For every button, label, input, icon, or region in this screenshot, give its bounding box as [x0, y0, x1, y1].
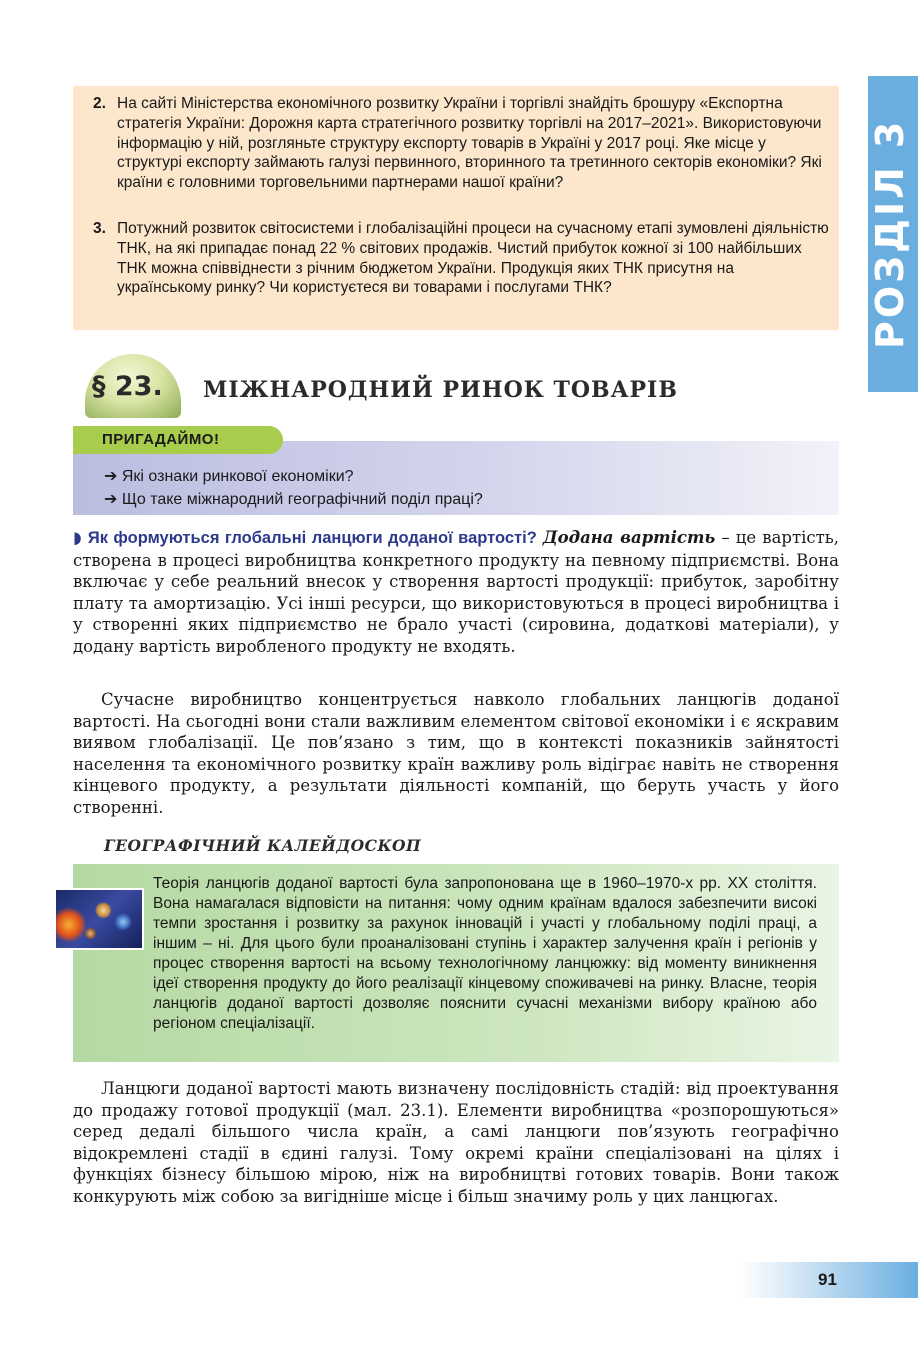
paragraph — [73, 689, 839, 819]
recall-item: ➔ Які ознаки ринкової економіки? — [104, 468, 354, 485]
task-number: 3. — [93, 220, 106, 237]
kaleidoscope-text: Теорія ланцюгів доданої вартості була запропонована ще в 1960–1970-х рр. XX століття. Вона намагалася відповісти на питання: чому одним країнам вдалося забезпечити високі темпи зростання і розвитку за рахунок інновацій і участі у глобальному поділі праці, а іншим – ні. Для цього були проаналізовані ступінь і характер залучення країн і регіонів у процес створення вартості на всьому технологічному ланцюжку: від моменту виникнення ідеї створення продукту до його реалізації кінцевому споживачеві на ринку. Власне, теорія ланцюгів доданої вартості дозволяє пояснити сучасні механізми вибору країною або регіоном спеціалізації. — [153, 875, 817, 1032]
page-number: 91 — [818, 1270, 837, 1289]
bullet-icon: ◗ — [73, 528, 82, 547]
task-text: Потужний розвиток світосистеми і глобалізаційні процеси на сучасному етапі зумовлені діяльністю ТНК, на які припадає понад 22 % світових продажів. Чистий прибуток кожної зі 100 найбільших ТНК можна співвіднести з річним бюджетом України. Продукція яких ТНК присутня на українському ринку? Чи користуєтеся ви товарами і послугами ТНК? — [117, 220, 829, 297]
paragraph-text: Ланцюги доданої вартості мають визначену послідовність стадій: від проектування до продажу готової продукції (мал. 23.1). Елементи виробництва «розпорошуються» серед дедалі більшого числа країн, а самі ланцюги пов’язують географічно відокремлені стадії в єдині галузі. Тому окремі країни спеціалізовані на цілях і функціях бізнесу більшою мірою, ніж на виробництві готових товарів. Вони також конкурують між собою за вигідніше місце і більш значиму роль у цих ланцюгах. — [73, 1079, 839, 1206]
chapter-tab — [868, 76, 918, 392]
solar-system-image — [54, 888, 144, 950]
task-item — [93, 219, 829, 298]
paragraph-text: – це вартість, створена в процесі виробництва конкретного продукту на певному підприємстві. Вона включає у себе реальний внесок у створення вартості продукції: прибуток, заробітну плату та амортизацію. Усі інші ресурси, що використовуються в процесі виробництва і у створенні яких підприємство не брало участі (сировина, додаткові матеріали), у додану вартість виробленого продукту не входять. — [73, 528, 839, 656]
section-title: МІЖНАРОДНИЙ РИНОК ТОВАРІВ — [203, 377, 678, 403]
paragraph — [73, 1078, 839, 1208]
paragraph-text: Сучасне виробництво концентрується навколо глобальних ланцюгів доданої вартості. На сьогодні вони стали важливим елементом світової економіки і є яскравим виявом глобалізації. Це пов’язано з тим, що в контексті показників зайнятості населення та економічного розвитку країн важливу роль відіграє навіть не створення кінцевого продукту, а результати діяльності компаній, що беруть участь у його створенні. — [73, 690, 839, 817]
section-number: § 23. — [92, 371, 163, 402]
task-text: На сайті Міністерства економічного розвитку України і торгівлі знайдіть брошуру «Експортна стратегія України: Дорожня карта стратегічного розвитку торгівлі на 2017–2021». Використовуючи інформацію у ній, розгляньте структуру експорту товарів в Україні у 2017 році. Яке місце у структурі експорту займають галузі первинного, вторинного та третинного секторів економіки? Які країни є головними торговельними партнерами нашої країни? — [117, 95, 822, 192]
paragraph — [73, 527, 839, 658]
tasks-box — [73, 86, 839, 330]
term: Додана вартість — [542, 528, 716, 547]
kaleidoscope-heading: ГЕОГРАФІЧНИЙ КАЛЕЙДОСКОП — [104, 836, 422, 855]
chapter-tab-label: РОЗДІЛ 3 — [868, 118, 912, 350]
recall-item: ➔ Що таке міжнародний географічний поділ праці? — [104, 491, 483, 508]
question-heading: Як формуються глобальні ланцюги доданої вартості? — [87, 529, 537, 547]
recall-label: ПРИГАДАЙМО! — [102, 431, 220, 448]
task-number: 2. — [93, 95, 106, 112]
task-item — [93, 94, 829, 193]
